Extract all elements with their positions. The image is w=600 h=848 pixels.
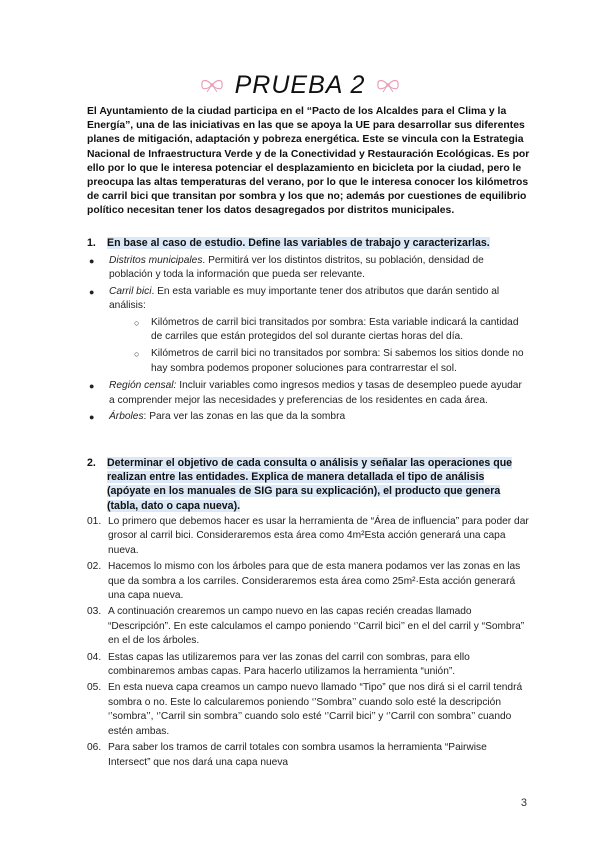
step-number: 03.: [87, 606, 102, 618]
variable-item: [87, 379, 527, 408]
step-item: [87, 605, 532, 648]
step-text: Estas capas las utilizaremos para ver las zonas del carril con sombras, para ello combinaremos ambas capas. Para hacerlo utilizamos la herramienta “unión”.: [108, 651, 470, 678]
step-number: 06.: [87, 742, 102, 754]
variable-description: . En esta variable es muy importante tener dos atributos que darán sentido al análisis:: [109, 285, 500, 312]
step-item: [87, 560, 532, 603]
bullet-icon: ●: [89, 412, 95, 423]
bullet-icon: ●: [89, 256, 95, 266]
page-title: PRUEBA 2: [234, 71, 366, 99]
pink-bow-icon: [375, 77, 401, 93]
step-item: [87, 741, 532, 770]
attribute-item: [109, 316, 527, 345]
variable-term: Región censal:: [109, 380, 177, 392]
step-item: [87, 681, 532, 739]
variable-term: Distritos municipales: [109, 255, 203, 266]
variable-description: : Para ver las zonas en las que da la sombra: [143, 411, 346, 423]
steps-list: [87, 515, 532, 772]
question-2: [87, 456, 527, 513]
variable-item: [87, 254, 527, 283]
hollow-bullet-icon: ○: [134, 317, 140, 328]
carril-attributes-list: [109, 316, 527, 377]
hollow-bullet-icon: ○: [134, 349, 140, 360]
step-text: En esta nueva capa creamos un campo nuevo llamado “Tipo” que nos dirá si el carril tendrá sombra o no. Este lo calcularemos poniendo ‘’Sombra’’ cuando solo esté la descripción ‘’sombra’’, ‘’Carril sin sombra’’ cuando solo esté ‘’Carril bici’’ y ‘’Carril con sombra’’ cuando estén ambas.: [108, 682, 523, 737]
question-1-text: En base al caso de estudio. Define las variables de trabajo y caracterizarlas.: [107, 237, 490, 249]
attribute-item: [109, 347, 527, 376]
step-text: A continuación crearemos un campo nuevo en las capas recién creadas llamado “Descripción”. En este calculamos el campo poniendo ‘’Carril bici’’ en el del carril y “Sombra” en el de los árboles.: [108, 606, 525, 647]
variable-item: [87, 285, 527, 376]
bullet-icon: ●: [89, 381, 95, 392]
step-number: 04.: [87, 651, 102, 663]
step-text: Para saber los tramos de carril totales con sombra usamos la herramienta “Pairwise Intersect” que nos dará una capa nueva: [108, 742, 487, 768]
bullet-icon: ●: [89, 286, 95, 297]
page-number: 3: [520, 797, 527, 809]
step-number: 05.: [87, 682, 102, 694]
question-1: [87, 236, 527, 250]
intro-paragraph: El Ayuntamiento de la ciudad participa en el “Pacto de los Alcaldes para el Clima y la Energía”, una de las iniciativas en las que se apoya la UE para desarrollar sus diferentes planes de mitigación, adaptación y pobreza energética. Este se vincula con la Estrategia Nacional de Infraestructura Verde y de la Conectividad y Restauración Ecológicas. Es por ello por lo que le interesa potenciar el desplazamiento en bicicleta por la ciudad, pero le preocupa las altas temperaturas del verano, por lo que le interesa conocer los kilómetros de carril bici que transitan por sombra y los que no; además por cuestiones de equilibrio político necesitan tener los datos desagregados por distritos municipales.: [87, 106, 530, 217]
step-item: [87, 651, 532, 680]
question-2-text: Determinar el objetivo de cada consulta o análisis y señalar las operaciones que realizan entre las entidades. Explica de manera detallada el tipo de análisis (apóyate en los manuales de SIG para su explicación), el producto que genera (tabla, dato o capa nueva).: [107, 457, 513, 512]
step-item: [87, 515, 532, 558]
step-text: Hacemos lo mismo con los árboles para que de esta manera podamos ver las zonas en las que da sombra a los carriles. Consideraremos esta área como 25m²·Esta acción generará una capa nueva.: [108, 561, 521, 602]
variable-term: Árboles: [109, 411, 144, 423]
title-row: [0, 70, 600, 100]
variable-description: Incluir variables como ingresos medios y tasas de desempleo puede ayudar a comprender mejor las necesidades y preferencias de los residentes en cada área.: [109, 380, 522, 406]
pink-bow-icon: [199, 77, 225, 93]
variable-description: . Permitirá ver los distintos distritos, su población, densidad de población y toda la información que pueda ser relevante.: [109, 255, 484, 281]
question-1-number: 1.: [87, 237, 96, 249]
question-2-number: 2.: [87, 457, 96, 469]
step-number: 01.: [87, 516, 102, 527]
step-text: Lo primero que debemos hacer es usar la herramienta de “Área de influencia” para poder dar grosor al carril bici. Consideraremos esta área como 4m²Esta acción generará una capa nueva.: [108, 516, 529, 556]
step-number: 02.: [87, 561, 102, 573]
variables-list: [87, 254, 527, 426]
attribute-text: Kilómetros de carril bici no transitados por sombra: Si sabemos los sitios donde no hay sombra podemos proponer soluciones para contrarrestar el sol.: [151, 348, 524, 374]
variable-term: Carril bici: [109, 285, 152, 297]
variable-item: [87, 410, 527, 424]
attribute-text: Kilómetros de carril bici transitados por sombra: Esta variable indicará la cantidad de carriles que están protegidos del sol durante ciertas horas del día.: [151, 316, 519, 343]
